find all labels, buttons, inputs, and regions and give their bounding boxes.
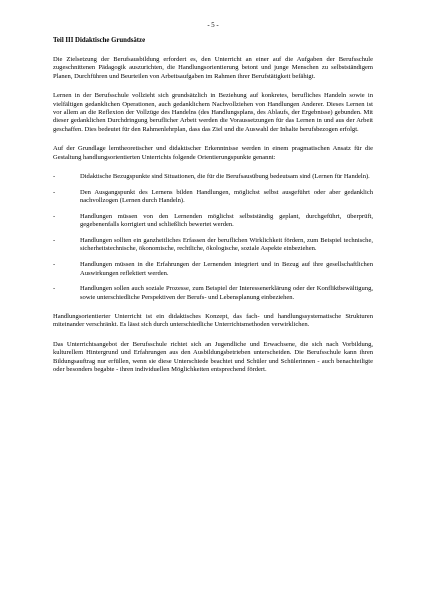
paragraph-orientation-intro: Auf der Grundlage lerntheoretischer und didaktischer Erkenntnisse werden in einem pragmatischen Ansatz für die Gestaltung handlungsorientierten Unterrichts folgende Orientierungspunkte genannt: — [53, 145, 373, 161]
list-item — [53, 213, 373, 230]
bullet-dash: - — [53, 261, 56, 269]
list-item — [53, 261, 373, 278]
paragraph-offering: Das Unterrichtsangebot der Berufsschule richtet sich an Jugendliche und Erwachsene, die sich nach Vorbildung, kulturellem Hintergrund und Erfahrungen aus den Ausbildungsbetrieben unterscheiden. Die Berufsschule kann ihren Bildungsauftrag nur erfüllen, wenn sie diese Unterschiede beachtet und Schüler und Schülerinnen - auch benachteiligte oder besonders begabte - ihren individuellen Möglichkeiten entsprechend fördert. — [53, 340, 373, 374]
list-item — [53, 285, 373, 302]
bullet-dash: - — [53, 212, 56, 220]
orientation-points-list — [53, 173, 373, 302]
section-title: Teil III Didaktische Grundsätze — [53, 37, 146, 44]
bullet-dash: - — [53, 188, 56, 196]
list-item-text: Handlungen müssen von den Lernenden möglichst selbstständig geplant, durchgeführt, überprüft, gegebenenfalls korrigiert und schließlich bewertet werden. — [80, 212, 373, 229]
bullet-dash: - — [53, 173, 56, 181]
paragraph-objective: Die Zielsetzung der Berufsausbildung erfordert es, den Unterricht an einer auf die Aufgaben der Berufsschule zugeschnittenen Pädagogik auszurichten, die Handlungsorientierung betont und junge Menschen zu selbstständigem Planen, Durchführen und Beurteilen von Arbeitsaufgaben im Rahmen ihrer Berufstätigkeit befähigt. — [53, 56, 373, 80]
bullet-dash: - — [53, 285, 56, 293]
paragraph-learning: Lernen in der Berufsschule vollzieht sich grundsätzlich in Beziehung auf konkretes, berufliches Handeln sowie in vielfältigen gedanklichen Operationen, auch gedanklichem Nachvollziehen von Handlungen Anderer. Dieses Lernen ist vor allem an die Reflexion der Vollzüge des Handelns (des Handlungsplans, des Ablaufs, der Ergebnisse) gebunden. Mit dieser gedanklichen Durchdringung beruflicher Arbeit werden die Voraussetzungen für das Lernen in und aus der Arbeit geschaffen. Dies bedeutet für den Rahmenlehrplan, dass das Ziel und die Auswahl der Inhalte berufsbezogen erfolgt. — [53, 92, 373, 133]
paragraph-concept: Handlungsorientierter Unterricht ist ein didaktisches Konzept, das fach- und handlungssystematische Strukturen miteinander verschränkt. Es lässt sich durch unterschiedliche Unterrichtsmethoden verwirklichen. — [53, 313, 373, 329]
list-item — [53, 237, 373, 254]
list-item — [53, 173, 373, 181]
list-item-text: Den Ausgangspunkt des Lernens bilden Handlungen, möglichst selbst ausgeführt oder aber gedanklich nachvollzogen (Lernen durch Handeln). — [80, 188, 373, 205]
document-page — [53, 22, 373, 385]
list-item-text: Handlungen müssen in die Erfahrungen der Lernenden integriert und in Bezug auf ihre gesellschaftlichen Auswirkungen reflektiert werden. — [80, 261, 373, 277]
list-item-text: Didaktische Bezugspunkte sind Situationen, die für die Berufsausübung bedeutsam sind (Lernen für Handeln). — [80, 173, 370, 181]
list-item-text: Handlungen sollen auch soziale Prozesse, zum Beispiel der Interessenerklärung oder der Konfliktbewältigung, sowie unterschiedliche Perspektiven der Berufs- und Lebensplanung einbeziehen. — [80, 285, 373, 301]
list-item — [53, 189, 373, 206]
list-item-text: Handlungen sollten ein ganzheitliches Erfassen der beruflichen Wirklichkeit fördern, zum Beispiel technische, sicherheitstechnische, ökonomische, rechtliche, ökologische, soziale Aspekte einbeziehen. — [80, 236, 373, 253]
bullet-dash: - — [53, 236, 56, 244]
page-number: - 5 - — [207, 22, 219, 29]
